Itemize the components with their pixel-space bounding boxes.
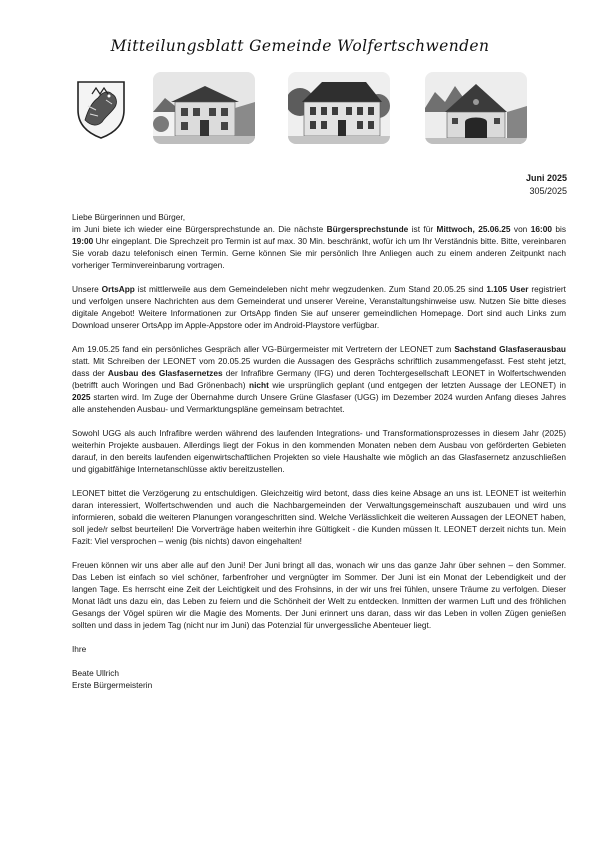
town-hall-photo (288, 72, 390, 144)
letter-body (72, 211, 566, 691)
salutation: Liebe Bürgerinnen und Bürger, (72, 212, 186, 222)
coat-of-arms-image (76, 80, 126, 140)
paragraph-leonet: LEONET bittet die Verzögerung zu entschuldigen. Gleichzeitig wird betont, dass dies keine Absage an uns ist. LEONET ist weiterhin daran interessiert, Wolfertschwenden und auch die Nachbargemeinden der Verwaltungsgemeinschaft auszubauen und wird uns informieren, sobald die weiteren Planungen vorangeschritten sind. Welche Verlässlichkeit die weiteren Aussagen der LEONET haben, soll jede/r selbst beurteilen! Die Vorverträge haben weiterhin ihre Gültigkeit - die Kunden müssen lt. LEONET derzeit nichts tun. Mein Fazit: Viel versprochen – wenig (bis nichts) davon eingehalten! (72, 488, 566, 546)
issue-month: Juni 2025 (525, 173, 567, 183)
paragraph-juni: Freuen können wir uns aber alle auf den Juni! Der Juni bringt all das, wonach wir uns das ganze Jahr über sehnen – den Sommer. Das Leben ist einfach so viel schöner, farbenfroher und vergnügter im Sommer. Der Juni ist ein Monat der Lebendigkeit und der langen Tage. Es herrscht eine Zeit der Leichtigkeit und des Frohsinns, in der wir uns frei fühlen, unsere Träume zu verfolgen. Dieser Monat lädt uns dazu ein, das Leben zu feiern und die Schönheit der Welt zu entdecken. Inmitten der warmen Luft und des fröhlichen Gesangs der Vögel spüren wir die Magie des Moments. Der Juni erinnert uns daran, dass wir das Leben in vollen Zügen genießen sollten und dass in jedem Tag (nicht nur im Juni) das Potenzial für unvergessliche Abenteuer liegt. (72, 560, 566, 630)
signature-name: Beate Ullrich (72, 668, 120, 678)
village-house-photo (153, 72, 255, 144)
newsletter-title: Mitteilungsblatt Gemeinde Wolfertschwenden (110, 37, 490, 55)
paragraph-ugg-infrafibre: Sowohl UGG als auch Infrafibre werden während des laufenden Integrations- und Transformationsprozesses in diesem Jahr (2025) weiterhin Projekte ausbauen. Allerdings liegt der Fokus in den kommenden Monaten neben dem Ausbau von geförderten Gebieten darauf, in den bereits laufenden eigenwirtschaftlichen Projekten so viele Haushalte wie möglich an das Glasfasernetz anzuschließen und gigabitfähige Internetanschlüsse aktiv bereitzustellen. (72, 428, 566, 474)
paragraph-sprechstunde: im Juni biete ich wieder eine Bürgersprechstunde an. Die nächste Bürgersprechstunde ist für Mittwoch, 25.06.25 von 16:00 bis 19:00 Uhr eingeplant. Die Sprechzeit pro Termin ist auf max. 30 Min. beschränkt, wofür ich um Ihr Verständnis bitte. Bitte, vereinbaren Sie vorab dazu telefonisch einen Termin. Gerne können Sie mir persönlich Ihre Anliegen auch zu einem anderen Zeitpunkt nach vorheriger Terminvereinbarung vortragen. (72, 224, 566, 270)
barn-photo (425, 72, 527, 144)
paragraph-glasfaser: Am 19.05.25 fand ein persönliches Gespräch aller VG-Bürgermeister mit Vertretern der LEONET zum Sachstand Glasfaserausbau statt. Mit Schreiben der LEONET vom 20.05.25 wurden die Aussagen des Gesprächs schriftlich zusammengefasst. Fest steht jetzt, dass der Ausbau des Glasfasernetzes der Infrafibre Germany (IFG) und deren Tochtergesellschaft LEONET in Wolfertschwenden (betrifft auch Woringen und Bad Grönenbach) nicht wie ursprünglich geplant (und entgegen der letzten Aussage der LEONET) in 2025 starten wird. Im Zuge der Übernahme durch Unsere Grüne Glasfaser (UGG) im Dezember 2024 wurden Anfang dieses Jahres alle anstehenden Ausbau- und Vermarktungspläne gemeinsam betrachtet. (72, 344, 567, 414)
date-block (526, 172, 567, 198)
paragraph-ortsapp: Unsere OrtsApp ist mittlerweile aus dem Gemeindeleben nicht mehr wegzudenken. Zum Stand 20.05.25 sind 1.105 User registriert und verfolgen unsere Nachrichten aus dem Gemeinderat und unserer Vereine, Veranstaltungshinweise usw. Nutzen Sie bitte dieses digitale Angebot! Weitere Informationen zur OrtsApp finden Sie auf unserer gemeindlichen Homepage. Dort sind auch Links zum Download unserer OrtsApp im Apple-Appstore oder im Android-Playstore verfügbar. (72, 284, 566, 330)
signature-title: Erste Bürgermeisterin (72, 680, 153, 690)
closing: Ihre (72, 644, 87, 654)
header-images (0, 72, 600, 147)
issue-number: 305/2025 (529, 186, 567, 196)
